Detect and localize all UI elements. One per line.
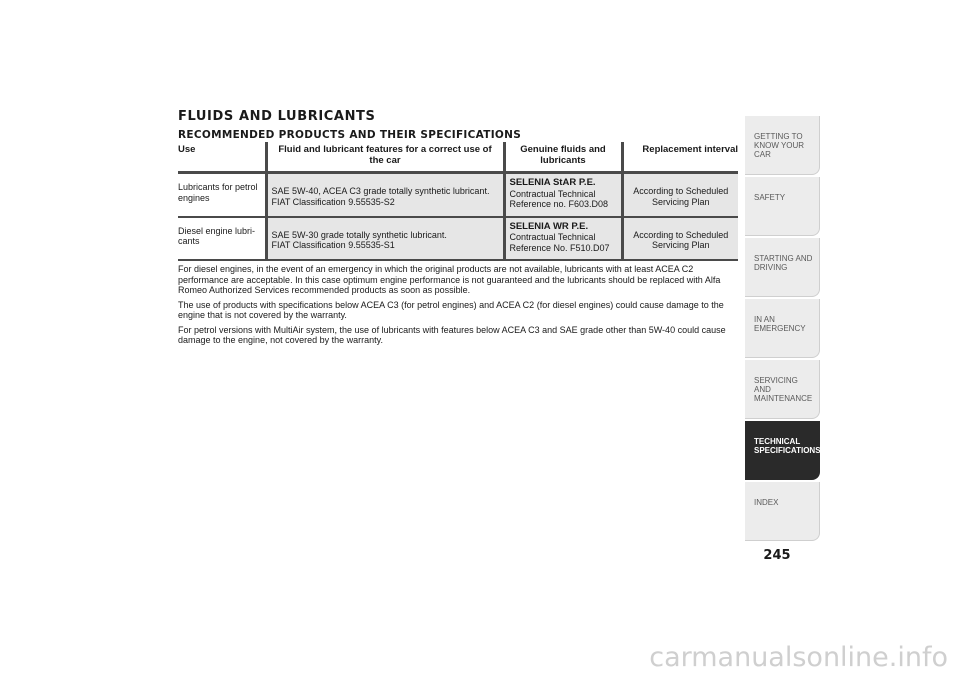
header-use: Use xyxy=(178,142,266,173)
section-title: RECOMMENDED PRODUCTS AND THEIR SPECIFICATIONS xyxy=(178,129,522,141)
product-name: SELENIA StAR P.E. xyxy=(509,177,596,188)
cell-product xyxy=(504,217,622,261)
tab-index[interactable]: INDEX xyxy=(745,482,820,541)
features-line: FIAT Classification 9.55535-S1 xyxy=(271,240,395,250)
page-number: 245 xyxy=(763,548,791,563)
chapter-tabs xyxy=(745,116,820,543)
product-name: SELENIA WR P.E. xyxy=(509,220,589,232)
features-line: FIAT Classification 9.55535-S2 xyxy=(271,196,395,207)
tab-safety[interactable]: SAFETY xyxy=(745,177,820,236)
cell-product xyxy=(504,173,622,217)
lubricants-table xyxy=(178,142,738,261)
note-warranty: The use of products with specifications below ACEA C3 (for petrol engines) and ACEA C2 (for diesel engines) could cause damage to the engine that is not covered by the warranty. xyxy=(178,299,724,320)
tab-servicing-and-maintenance[interactable]: SERVICING AND MAINTENANCE xyxy=(745,360,820,419)
header-replacement-interval: Replacement interval xyxy=(622,142,738,173)
tab-getting-to-know-your-car[interactable]: GETTING TO KNOW YOUR CAR xyxy=(745,116,820,175)
main-content xyxy=(178,108,738,350)
cell-features xyxy=(266,173,504,217)
page-title: FLUIDS AND LUBRICANTS xyxy=(178,109,376,124)
tab-starting-and-driving[interactable]: STARTING AND DRIVING xyxy=(745,238,820,297)
note-multiair: For petrol versions with MultiAir system, the use of lubricants with features below ACEA C3 and SAE grade other than 5W-40 could cause damage to the engine, not covered by the warranty. xyxy=(178,324,726,345)
cell-interval: According to Scheduled Servicing Plan xyxy=(622,217,738,261)
header-genuine-fluids: Genuine fluids and lubricants xyxy=(504,142,622,173)
product-reference: Contractual Technical xyxy=(509,232,596,242)
product-reference: Contractual Technical xyxy=(509,188,596,199)
tab-in-an-emergency[interactable]: IN AN EMERGENCY xyxy=(745,299,820,358)
cell-use: Diesel engine lubri-cants xyxy=(178,217,266,261)
header-features: Fluid and lubricant features for a correct use of the car xyxy=(266,142,504,173)
table-header-row xyxy=(178,142,738,173)
cell-features xyxy=(266,217,504,261)
cell-interval: According to Scheduled Servicing Plan xyxy=(622,173,738,217)
watermark: carmanualsonline.info xyxy=(649,642,948,673)
features-line: SAE 5W-30 grade totally synthetic lubricant. xyxy=(271,229,447,240)
table-row xyxy=(178,173,738,217)
note-diesel-emergency: For diesel engines, in the event of an emergency in which the original products are not available, lubricants with at least ACEA C2 performance are acceptable. In this case optimum engine performance is not guaranteed and the lubricants should be replaced with Alfa Romeo Authorized Services recommended products as soon as possible. xyxy=(178,264,721,295)
tab-technical-specifications[interactable]: TECHNICAL SPECIFICATIONS xyxy=(745,421,820,480)
features-line: SAE 5W-40, ACEA C3 grade totally synthetic lubricant. xyxy=(271,186,490,196)
product-reference: Reference no. F603.D08 xyxy=(509,199,609,209)
cell-use: Lubricants for petrol engines xyxy=(178,173,266,217)
product-reference: Reference No. F510.D07 xyxy=(509,242,610,253)
table-row xyxy=(178,217,738,261)
